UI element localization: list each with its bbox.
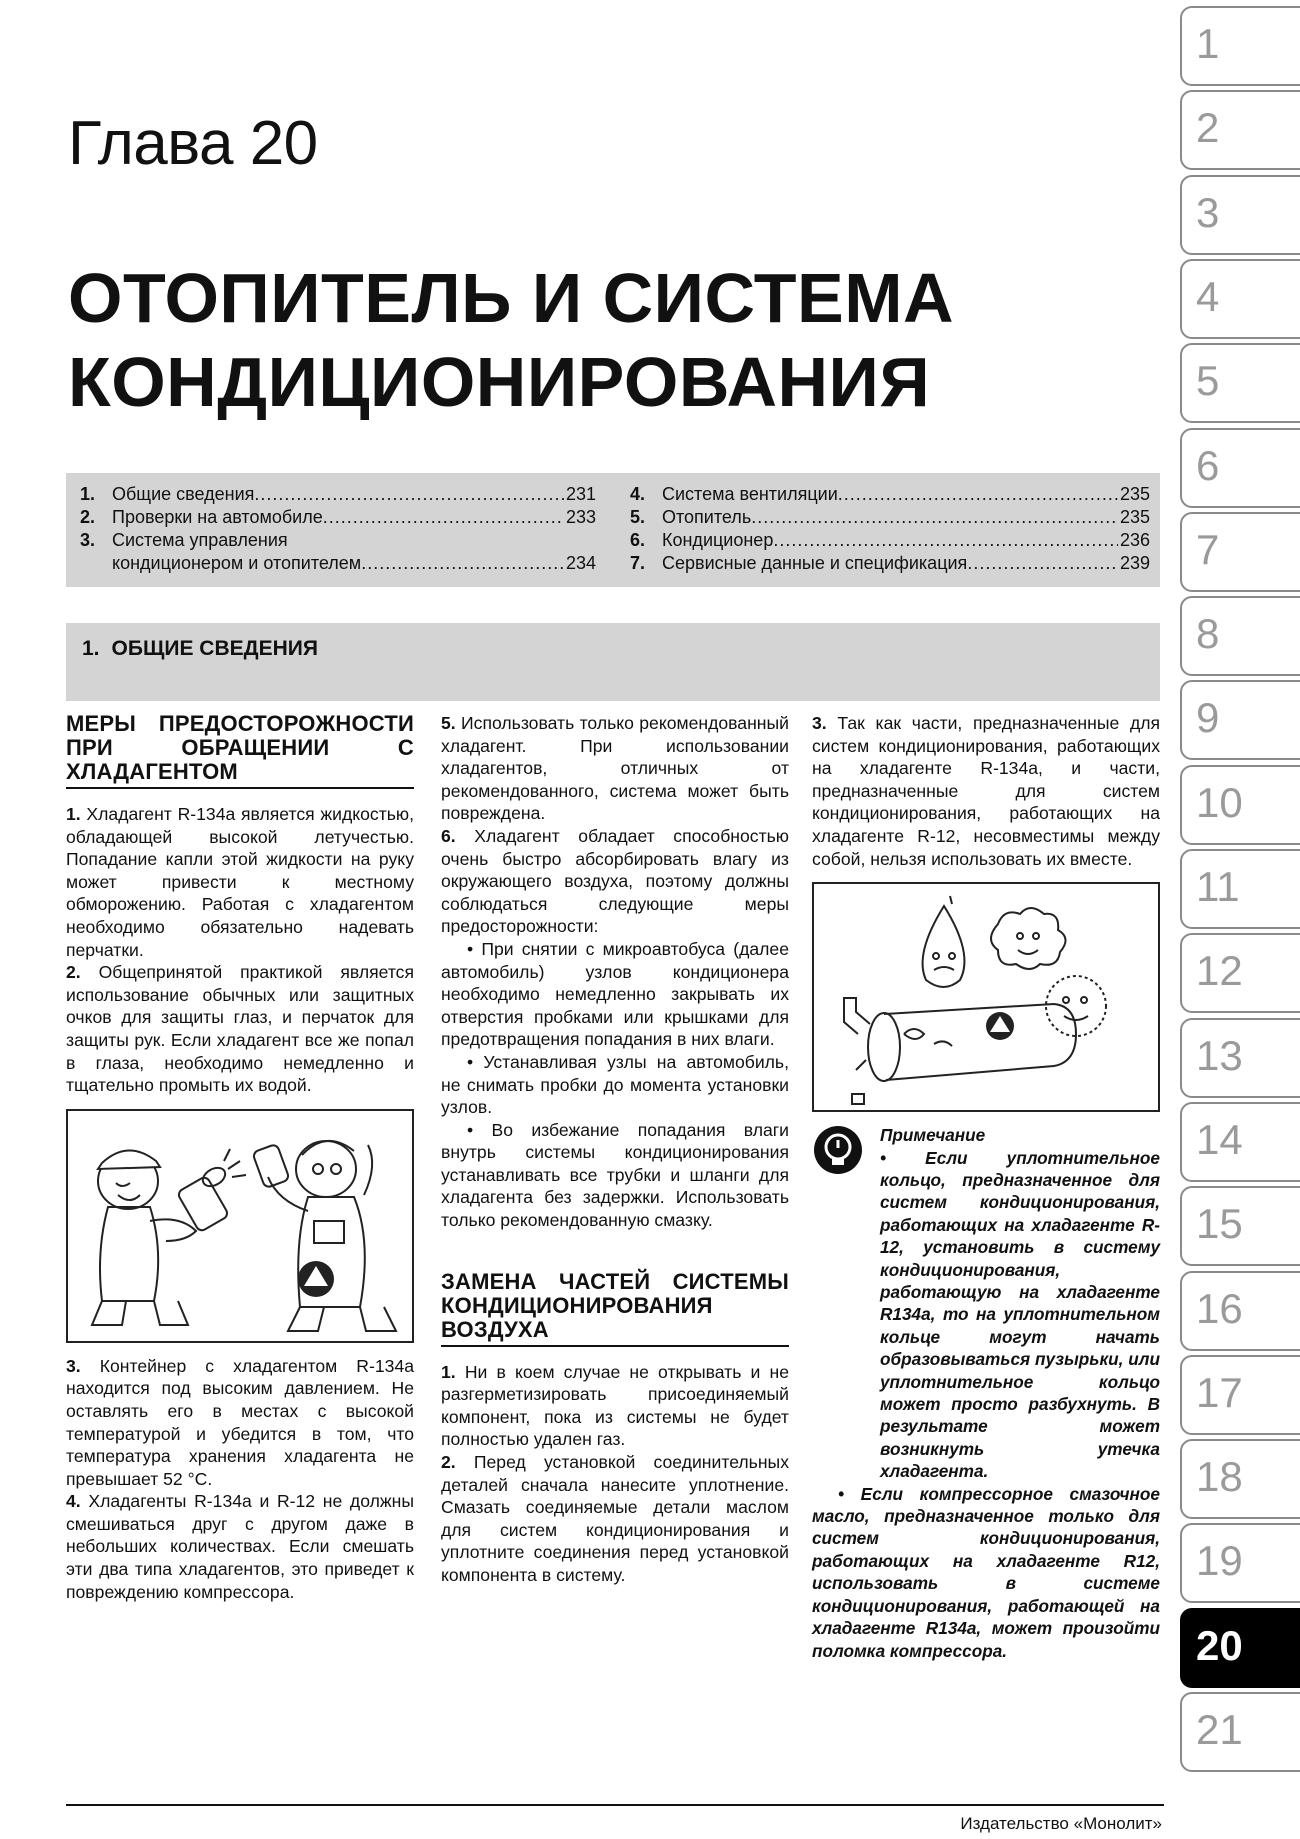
toc-num: 3. [80, 530, 96, 550]
chapter-tab-2[interactable]: 2 [1180, 90, 1300, 170]
publisher-footer: Издательство «Монолит» [960, 1814, 1162, 1833]
chapter-tab-11[interactable]: 11 [1180, 849, 1300, 929]
table-of-contents [66, 473, 1160, 587]
chapter-tab-21[interactable]: 21 [1180, 1692, 1300, 1772]
paragraph: 2. Общепринятой практикой является использование обычных или защитных очков для защиты глаз, и перчаток для защиты рук. Если хладагент все же попал в глаза, необходимо немедленно и тщательно промыть их водой. [66, 962, 414, 1096]
moisture-illustration [812, 882, 1160, 1112]
toc-num: 6. [630, 530, 646, 550]
chapter-tab-16[interactable]: 16 [1180, 1271, 1300, 1351]
toc-page: 233 [565, 507, 596, 527]
receiver-dryer-moisture-illustration [814, 884, 1158, 1110]
toc-num: 1. [80, 484, 96, 504]
toc-item[interactable] [630, 483, 1150, 506]
chapter-tab-5[interactable]: 5 [1180, 343, 1300, 423]
toc-item[interactable] [630, 529, 1150, 552]
chapter-tab-20[interactable]: 20 [1180, 1608, 1300, 1688]
chapter-tab-13[interactable]: 13 [1180, 1018, 1300, 1098]
bullet-item: • Во избежание попадания влаги внутрь системы кондиционирования устанавливать все трубки и шланги для хладагента без задержки. Использовать только рекомендованную смазку. [441, 1119, 789, 1231]
text-column-2 [441, 712, 789, 1587]
warning-triangle-icon [298, 1261, 334, 1297]
paragraph: 1. Ни в коем случае не открывать и не разгерметизировать присоединяемый компонент, пока из системы не будет полностью удален газ. [441, 1361, 790, 1450]
chapter-title-line1: ОТОПИТЕЛЬ И СИСТЕМА [68, 259, 955, 337]
toc-item[interactable] [80, 483, 596, 506]
chapter-tab-14[interactable]: 14 [1180, 1102, 1300, 1182]
toc-right-column [630, 483, 1150, 575]
mechanic-cartoon-illustration [68, 1111, 412, 1341]
paragraph: 2. Перед установкой соединительных деталей сначала нанесите уплотнение. Смазать соединяемые детали маслом для систем кондиционирования и уплотните соединения перед установкой компонента в систему. [441, 1452, 789, 1585]
paragraph: 1. Хладагент R-134a является жидкостью, обладающей высокой летучестью. Попадание капли этой жидкости на руку может привести к местному обморожению. Работая с хладагентом необходимо обязательно надевать перчатки. [66, 804, 415, 960]
toc-label: Система управления [112, 530, 288, 550]
bullet-item: • Устанавливая узлы на автомобиль, не снимать пробки до момента установки узлов. [441, 1051, 789, 1118]
subsection-heading: ЗАМЕНА ЧАСТЕЙ СИСТЕМЫ КОНДИЦИОНИРОВАНИЯ ВОЗДУХА [441, 1270, 789, 1347]
toc-item-continuation[interactable] [80, 552, 596, 575]
paragraph: 6. Хладагент обладает способностью очень быстро абсорбировать влагу из окружающего воздуха, поэтому должны соблюдаться следующие меры предосторожности: [441, 825, 789, 937]
toc-label: Проверки на автомобиле [112, 507, 323, 527]
subsection-heading: МЕРЫ ПРЕДОСТОРОЖНОСТИ ПРИ ОБРАЩЕНИИ С ХЛАДАГЕНТОМ [66, 712, 414, 789]
chapter-tabs [1180, 0, 1300, 1839]
note-paragraph: • Если уплотнительное кольцо, предназначенное для систем кондиционирования, работающих на хладагенте R-12, установить в систему кондиционирования, работающую на хладагенте R134a, то на уплотнительном кольце могут начать образовываться пузырьки, или уплотнительное кольцо может просто разбухнуть. В результате может возникнуть утечка хладагента. [880, 1147, 1160, 1482]
chapter-tab-17[interactable]: 17 [1180, 1355, 1300, 1435]
bullet-item: • При снятии с микроавтобуса (далее автомобиль) узлов кондиционера необходимо немедленно закрывать их отверстия пробками или крышками для предотвращения попадания в них влаги. [441, 938, 789, 1050]
toc-page: 235 [1119, 507, 1150, 527]
chapter-tab-6[interactable]: 6 [1180, 428, 1300, 508]
toc-page: 231 [565, 484, 596, 504]
toc-item[interactable] [630, 506, 1150, 529]
safety-illustration [66, 1109, 414, 1343]
toc-label: кондиционером и отопителем [112, 553, 362, 573]
chapter-tab-19[interactable]: 19 [1180, 1523, 1300, 1603]
text-column-3 [812, 712, 1160, 1662]
footer-divider [66, 1804, 1164, 1806]
toc-num: 7. [630, 553, 646, 573]
toc-label: Отопитель [662, 507, 752, 527]
chapter-tab-12[interactable]: 12 [1180, 933, 1300, 1013]
note-title: Примечание [880, 1125, 986, 1146]
toc-page: 236 [1119, 530, 1150, 550]
section-title: ОБЩИЕ СВЕДЕНИЯ [111, 637, 318, 660]
section-heading [66, 623, 1160, 701]
toc-num: 5. [630, 507, 646, 527]
chapter-tab-4[interactable]: 4 [1180, 259, 1300, 339]
chapter-tab-9[interactable]: 9 [1180, 680, 1300, 760]
paragraph: 3. Так как части, предназначенные для систем кондиционирования, работающих на хладагенте R-134a, и части, предназначенные для систем кондиционирования, работающих на хладагенте R-12, несовместимы между собой, нельзя использовать их вместе. [812, 713, 1161, 869]
toc-label: Сервисные данные и спецификация [662, 553, 968, 573]
toc-num: 4. [630, 484, 646, 504]
paragraph: 3. Контейнер с хладагентом R-134a находится под высоким давлением. Не оставлять его в местах с высокой температурой и убедится в том, что температура хранения хладагента не превышает 52 °С. [66, 1355, 415, 1489]
text-column-1 [66, 712, 414, 1603]
warning-triangle-icon [986, 1012, 1014, 1040]
chapter-label: Глава 20 [68, 109, 318, 178]
toc-page: 234 [565, 553, 596, 573]
paragraph: 4. Хладагенты R-134a и R-12 не должны смешиваться друг с другом даже в небольших количествах. Если смешать эти два типа хладагентов, это приведет к повреждению компрессора. [66, 1491, 414, 1602]
toc-item[interactable] [80, 506, 596, 529]
chapter-title [68, 256, 1148, 424]
chapter-tab-8[interactable]: 8 [1180, 596, 1300, 676]
chapter-tab-15[interactable]: 15 [1180, 1186, 1300, 1266]
toc-label: Общие сведения [112, 484, 255, 504]
paragraph: 5. Использовать только рекомендованный хладагент. При использовании хладагентов, отличных от рекомендованного, система может быть повреждена. [441, 713, 789, 824]
toc-label: Система вентиляции [662, 484, 838, 504]
toc-left-column [80, 483, 596, 575]
chapter-tab-10[interactable]: 10 [1180, 765, 1300, 845]
note-block [812, 1124, 1160, 1662]
chapter-tab-1[interactable]: 1 [1180, 6, 1300, 86]
toc-page: 239 [1119, 553, 1150, 573]
section-number: 1. [82, 637, 100, 660]
toc-page: 235 [1119, 484, 1150, 504]
toc-item[interactable] [630, 552, 1150, 575]
toc-num: 2. [80, 507, 96, 527]
note-lightbulb-icon [812, 1124, 864, 1176]
chapter-tab-18[interactable]: 18 [1180, 1439, 1300, 1519]
chapter-title-line2: КОНДИЦИОНИРОВАНИЯ [68, 343, 931, 421]
chapter-tab-7[interactable]: 7 [1180, 512, 1300, 592]
chapter-tab-3[interactable]: 3 [1180, 175, 1300, 255]
note-paragraph: • Если компрессорное смазочное масло, предназначенное только для систем кондиционирования, работающих на хладагенте R12, использовать в системе кондиционирования, работающей на хладагенте R134a, может произойти поломка компрессора. [812, 1483, 1160, 1661]
toc-item[interactable] [80, 529, 596, 552]
toc-label: Кондиционер [662, 530, 774, 550]
